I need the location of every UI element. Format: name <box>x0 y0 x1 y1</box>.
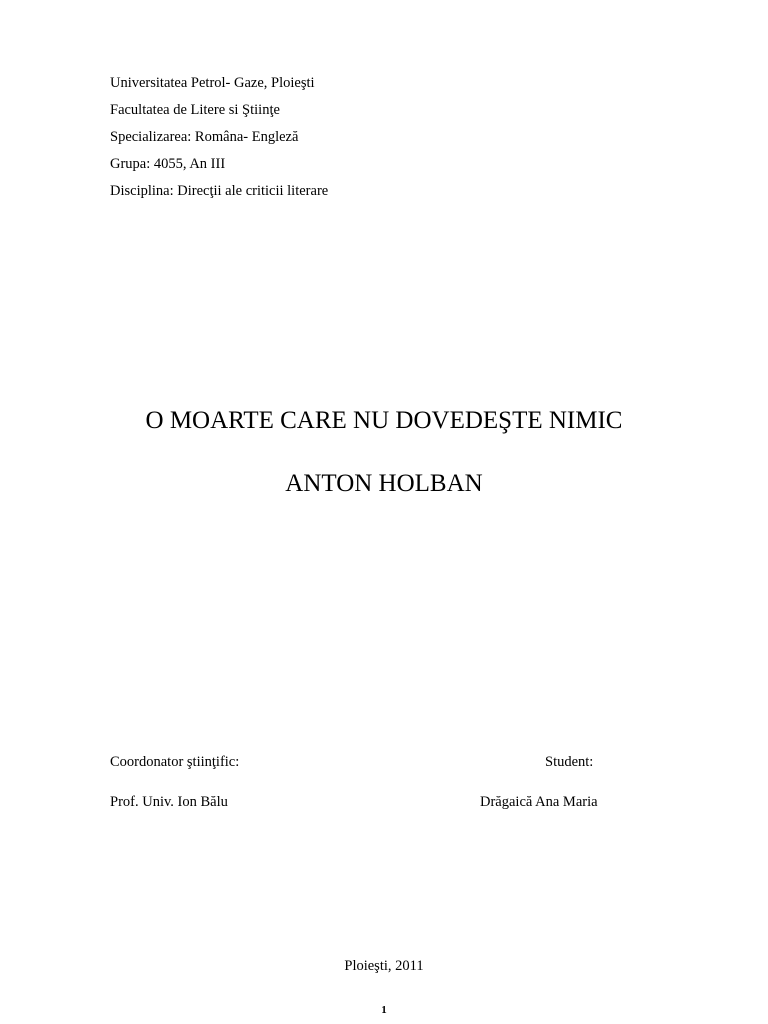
faculty-line: Facultatea de Litere si Ştiinţe <box>110 102 280 118</box>
place-date: Ploieşti, 2011 <box>344 958 424 974</box>
coordinator-label: Coordonator ştiinţific: <box>110 754 240 770</box>
institution-header <box>110 70 670 205</box>
university-line: Universitatea Petrol- Gaze, Ploieşti <box>110 75 315 91</box>
discipline-line: Disciplina: Direcţii ale criticii literare <box>110 183 329 199</box>
document-title: O MOARTE CARE NU DOVEDEŞTE NIMIC <box>145 407 623 434</box>
page-number: 1 <box>381 1004 387 1016</box>
author-title: ANTON HOLBAN <box>285 470 483 497</box>
group-line: Grupa: 4055, An III <box>110 156 226 172</box>
coordinator-name: Prof. Univ. Ion Bălu <box>110 794 228 810</box>
student-name: Drăgaică Ana Maria <box>480 794 598 810</box>
specialization-line: Specializarea: Româna- Engleză <box>110 129 299 145</box>
student-label: Student: <box>545 754 594 770</box>
